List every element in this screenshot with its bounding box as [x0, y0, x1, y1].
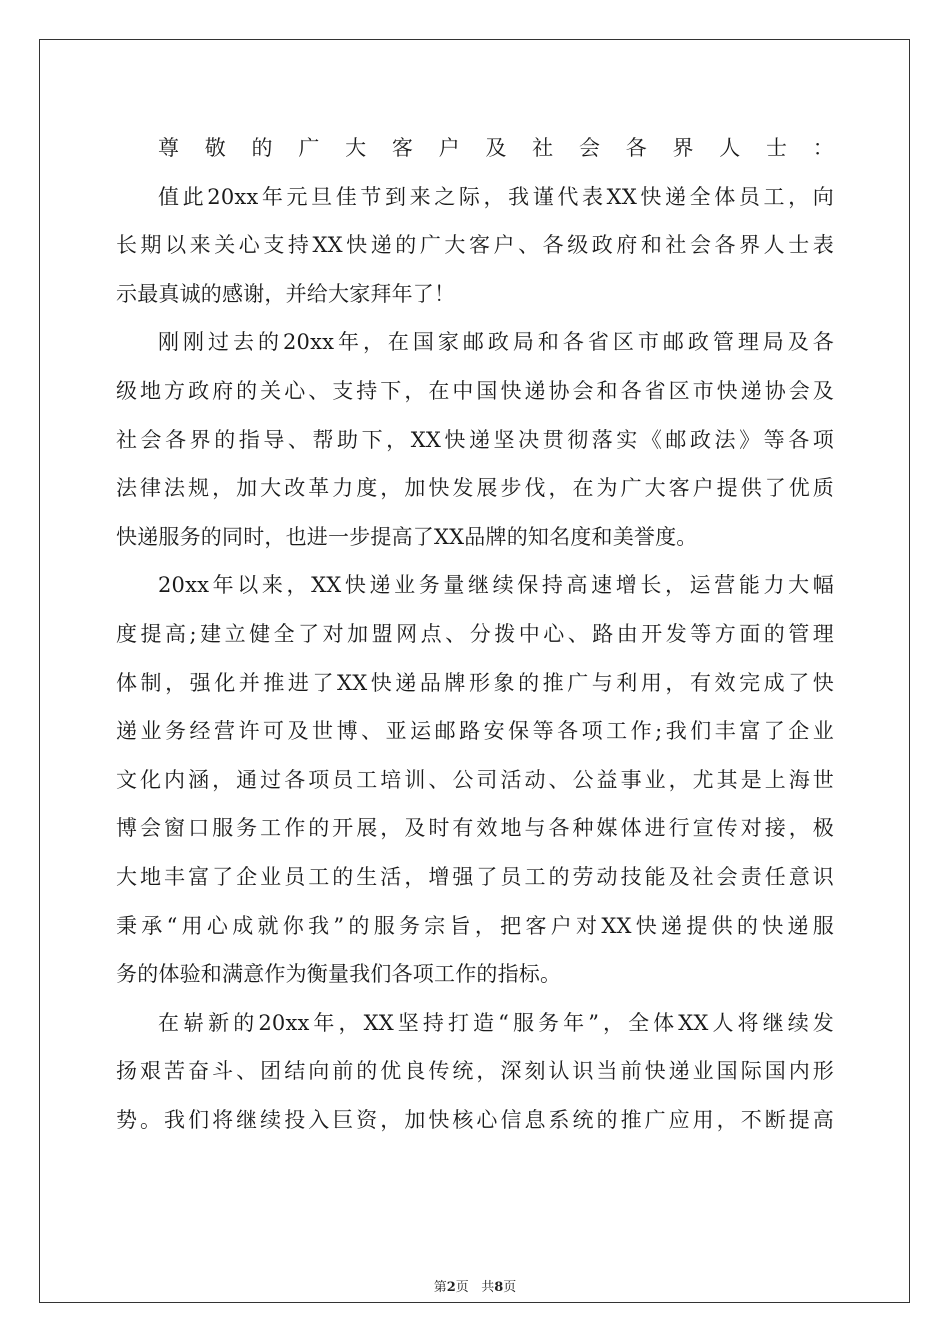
text-line: 度提高;建立健全了对加盟网点、分拨中心、路由开发等方面的管理 — [116, 621, 834, 646]
total-suffix: 页 — [503, 1280, 517, 1295]
text-line: 势。我们将继续投入巨资，加快核心信息系统的推广应用，不断提高 — [116, 1107, 834, 1132]
text-line: 秉承“用心成就你我”的服务宗旨，把客户对XX快递提供的快递服 — [116, 913, 834, 938]
text-line: 值此20xx年元旦佳节到来之际，我谨代表XX快递全体员工，向 — [158, 184, 834, 209]
total-pages-number: 8 — [494, 1280, 504, 1295]
text-line: 长期以来关心支持XX快递的广大客户、各级政府和社会各界人士表 — [116, 233, 834, 258]
page-suffix: 页 — [455, 1280, 469, 1295]
text-line: 大地丰富了企业员工的生活，增强了员工的劳动技能及社会责任意识 — [116, 864, 834, 889]
text-line: 扬艰苦奋斗、团结向前的优良传统，深刻认识当前快递业国际国内形 — [116, 1059, 834, 1084]
text-line: 级地方政府的关心、支持下，在中国快递协会和各省区市快递协会及 — [116, 378, 834, 403]
page-number-footer — [0, 1276, 950, 1295]
current-page-number: 2 — [446, 1280, 456, 1295]
text-line: 体制，强化并推进了XX快递品牌形象的推广与利用，有效完成了快 — [116, 670, 834, 695]
text-line: 在崭新的20xx年，XX坚持打造“服务年”，全体XX人将继续发 — [158, 1010, 834, 1035]
text-line: 刚刚过去的20xx年，在国家邮政局和各省区市邮政管理局及各 — [158, 330, 834, 355]
text-line: 法律法规，加大改革力度，加快发展步伐，在为广大客户提供了优质 — [116, 476, 834, 501]
salutation-line: 尊敬的广大客户及社会各界人士： — [158, 136, 834, 160]
page-prefix: 第 — [433, 1280, 447, 1295]
total-prefix: 共 — [481, 1280, 495, 1295]
text-line: 20xx年以来，XX快递业务量继续保持高速增长，运营能力大幅 — [158, 573, 834, 598]
text-line: 文化内涵，通过各项员工培训、公司活动、公益事业，尤其是上海世 — [116, 767, 834, 792]
text-line: 务的体验和满意作为衡量我们各项工作的指标。 — [116, 962, 562, 987]
text-line: 示最真诚的感谢，并给大家拜年了！ — [116, 281, 456, 306]
text-line: 递业务经营许可及世博、亚运邮路安保等各项工作;我们丰富了企业 — [116, 719, 834, 744]
text-line: 博会窗口服务工作的开展，及时有效地与各种媒体进行宣传对接，极 — [116, 816, 834, 841]
text-line: 社会各界的指导、帮助下，XX快递坚决贯彻落实《邮政法》等各项 — [116, 427, 834, 452]
text-line: 快递服务的同时，也进一步提高了XX品牌的知名度和美誉度。 — [116, 524, 698, 549]
document-body — [116, 124, 834, 1144]
